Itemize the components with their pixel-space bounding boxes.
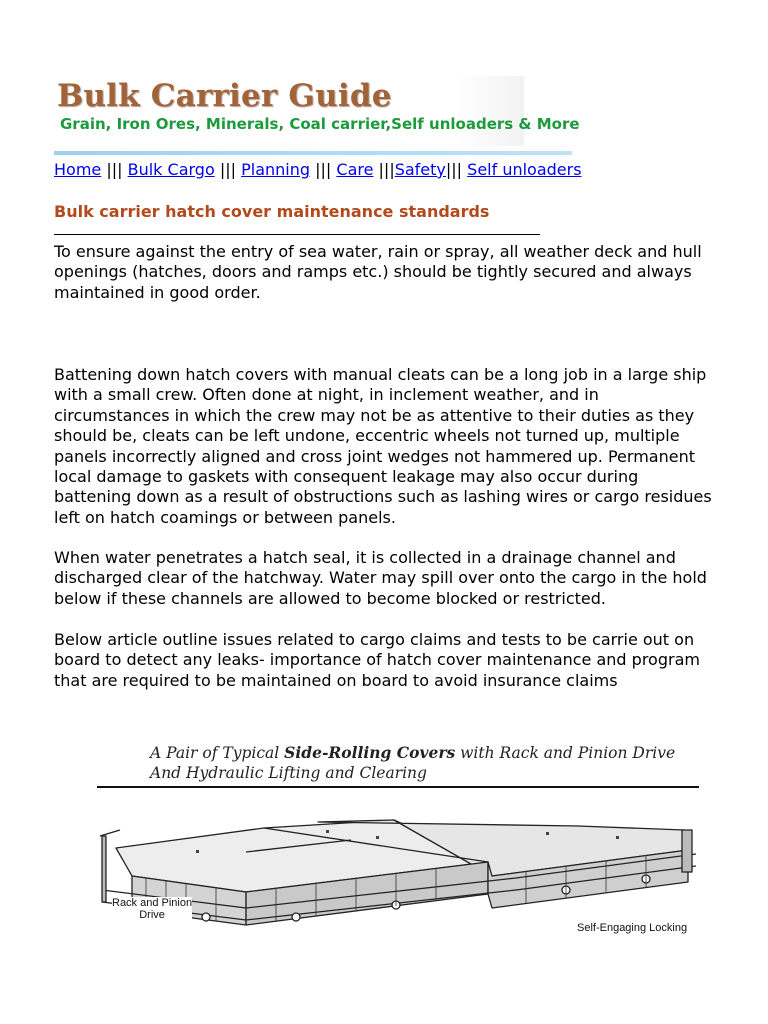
nav-link-safety[interactable]: Safety (394, 160, 446, 179)
nav-link-home[interactable]: Home (54, 160, 102, 179)
hatch-cover-figure (96, 740, 700, 935)
article-paragraph: When water penetrates a hatch seal, it is collected in a drainage channel and discharged clear of the hatchway. Water may spill over onto the cargo in the hold below if these channels are allowed to become blocked or restricted. (54, 548, 707, 608)
nav-separator: ||| (106, 160, 123, 179)
figure-caption-line1-end: with Rack and Pinion Drive (455, 744, 676, 762)
figure-caption (150, 743, 675, 783)
top-navigation (54, 160, 582, 179)
logo-divider (54, 151, 572, 155)
nav-link-planning[interactable]: Planning (241, 160, 311, 179)
title-underline (54, 234, 540, 235)
article-paragraph: Below article outline issues related to cargo claims and tests to be carrie out on board to detect any leaks- importance of hatch cover maintenance and program that are required to be maintained on board to avoid insurance claims (54, 630, 700, 690)
figure-label-rack-pinion-line1: Rack and Pinion (112, 897, 193, 909)
nav-link-bulk-cargo[interactable]: Bulk Cargo (127, 160, 215, 179)
article-title: Bulk carrier hatch cover maintenance standards (54, 202, 490, 221)
figure-caption-line2: And Hydraulic Lifting and Clearing (150, 764, 427, 782)
nav-separator: ||| (315, 160, 332, 179)
article-paragraph: Battening down hatch covers with manual cleats can be a long job in a large ship with a small crew. Often done at night, in inclement weather, and in circumstances in which the crew may not be as attentive to their duties as they should be, cleats can be left undone, eccentric wheels not turned up, multiple panels incorrectly aligned and cross joint wedges not hammered up. Permanent local damage to gaskets with consequent leakage may also occur during battening down as a result of obstructions such as lashing wires or cargo residues left on hatch coamings or between panels. (54, 365, 712, 527)
nav-link-self-unloaders[interactable]: Self unloaders (467, 160, 582, 179)
article-paragraph: To ensure against the entry of sea water, rain or spray, all weather deck and hull openings (hatches, doors and ramps etc.) should be tightly secured and always maintained in good order. (54, 242, 702, 302)
nav-separator: ||| (219, 160, 237, 179)
figure-caption-line1-bold: Side-Rolling Covers (284, 743, 456, 762)
site-logo[interactable] (54, 76, 580, 146)
figure-caption-line1-start: A Pair of Typical (150, 744, 285, 762)
figure-label-self-engaging-locking: Self-Engaging Locking (577, 922, 688, 934)
nav-link-care[interactable]: Care (336, 160, 374, 179)
logo-subtitle: Grain, Iron Ores, Minerals, Coal carrier,Self unloaders & More (60, 115, 580, 133)
figure-rule (97, 786, 699, 788)
logo-title: Bulk Carrier Guide (57, 78, 392, 114)
nav-separator: ||| (445, 160, 463, 179)
figure-label-rack-pinion-line2: Drive (139, 909, 165, 921)
figure-label-rack-pinion (112, 897, 192, 921)
nav-separator: ||| (378, 160, 395, 179)
